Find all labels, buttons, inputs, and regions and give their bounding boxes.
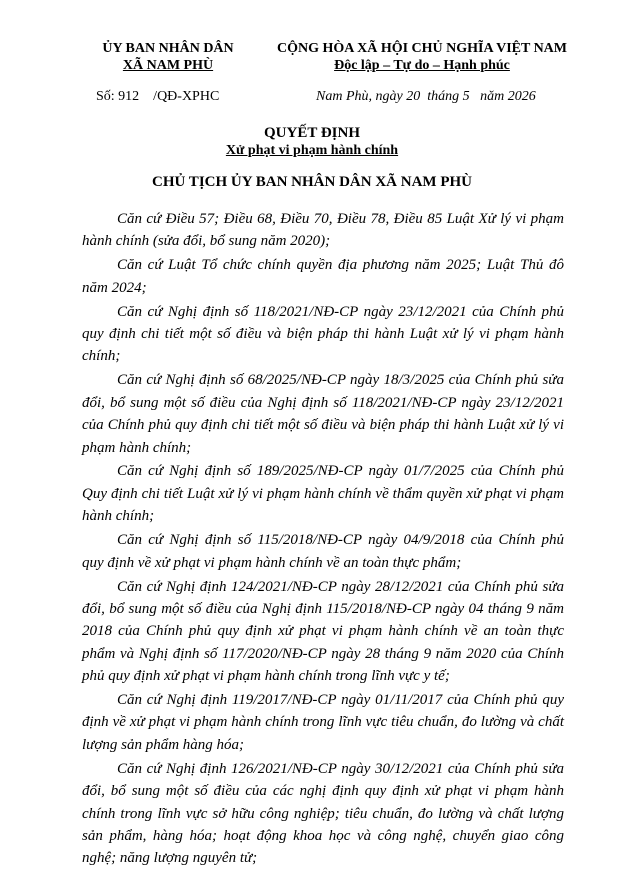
nation-name: CỘNG HÒA XÃ HỘI CHỦ NGHĨA VIỆT NAM (276, 41, 567, 56)
legal-basis-paragraph: Căn cứ Nghị định số 189/2025/NĐ-CP ngày 01/7/2025 của Chính phủ Quy định chi tiết Luật xử lý vi phạm hành chính về thẩm quyền xử phạt vi phạm hành chính; (82, 463, 564, 525)
legal-basis-paragraph: Căn cứ Nghị định 124/2021/NĐ-CP ngày 28/12/2021 của Chính phủ sửa đổi, bổ sung một số điều của Nghị định 115/2018/NĐ-CP ngày 04 tháng 9 năm 2018 của Chính phủ quy định xử phạt vi phạm hành chính về an toàn thực phẩm và Nghị định số 117/2020/NĐ-CP ngày 28 tháng 9 năm 2020 của Chính phủ quy định xử phạt vi phạm hành chính trong lĩnh vực y tế; (82, 578, 564, 685)
document-subject: Xử phạt vi phạm hành chính (225, 143, 399, 158)
legal-basis-paragraph: Căn cứ Nghị định 119/2017/NĐ-CP ngày 01/11/2017 của Chính phủ quy định về xử phạt vi phạm hành chính trong lĩnh vực tiêu chuẩn, đo lường và chất lượng sản phẩm hàng hóa; (82, 692, 564, 753)
national-motto (262, 40, 582, 74)
issuing-agency (88, 40, 248, 74)
legal-basis-paragraph: Căn cứ Nghị định số 115/2018/NĐ-CP ngày 04/9/2018 của Chính phủ quy định về xử phạt vi phạm hành chính về an toàn thực phẩm; (82, 532, 564, 571)
document-number: Số: 912 /QĐ-XPHC (96, 89, 220, 104)
legal-basis-paragraph: Căn cứ Nghị định số 118/2021/NĐ-CP ngày 23/12/2021 của Chính phủ quy định chi tiết một số điều và biện pháp thi hành Luật xử lý vi phạm hành chính; (82, 303, 564, 365)
agency-commune: XÃ NAM PHÙ (122, 58, 214, 73)
issuer-title: CHỦ TỊCH ỦY BAN NHÂN DÂN XÃ NAM PHÙ (152, 174, 472, 190)
title-block (0, 125, 624, 191)
legal-basis-paragraph: Căn cứ Điều 57; Điều 68, Điều 70, Điều 78, Điều 85 Luật Xử lý vi phạm hành chính (sửa đổi, bổ sung năm 2020); (82, 211, 564, 250)
legal-basis-paragraph: Căn cứ Nghị định 126/2021/NĐ-CP ngày 30/12/2021 của Chính phủ sửa đổi, bổ sung một số điều của các nghị định quy định xử phạt vi phạm hành chính trong lĩnh vực sở hữu công nghiệp; tiêu chuẩn, đo lường và chất lượng sản phẩm, hàng hóa; hoạt động khoa học và công nghệ, chuyển giao công nghệ; năng lượng nguyên tử; (82, 760, 564, 867)
legal-basis-paragraph: Căn cứ Nghị định số 68/2025/NĐ-CP ngày 18/3/2025 của Chính phủ sửa đổi, bổ sung một số điều của Nghị định số 118/2021/NĐ-CP ngày 23/12/2021 của Chính phủ quy định chi tiết một số điều và biện pháp thi hành Luật xử lý vi phạm hành chính; (82, 372, 564, 456)
document-date: Nam Phù, ngày 20 tháng 5 năm 2026 (316, 89, 536, 104)
legal-basis-paragraph: Căn cứ Luật Tổ chức chính quyền địa phương năm 2025; Luật Thủ đô năm 2024; (82, 257, 564, 296)
document-type: QUYẾT ĐỊNH (264, 125, 360, 141)
legal-basis-list (82, 208, 564, 871)
agency-name: ỦY BAN NHÂN DÂN (102, 41, 234, 56)
nation-motto: Độc lập – Tự do – Hạnh phúc (334, 58, 510, 73)
